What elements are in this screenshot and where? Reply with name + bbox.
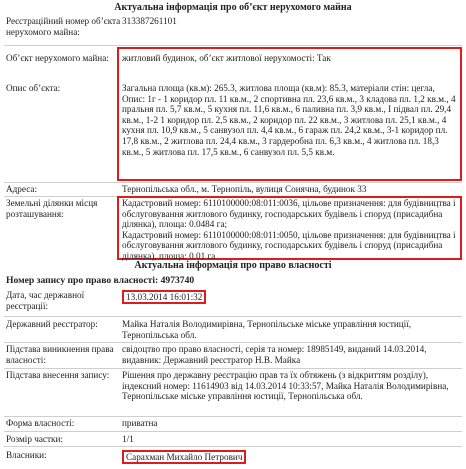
separator [4, 342, 462, 343]
label-reg-num: Реєстраційний номер об’єкта нерухомого майна: [6, 16, 121, 37]
value-basis-entry: Рішення про державну реєстрацію прав та їх обтяжень (з відкриттям розділу), індексний номер: 11614903 від 14.03.2014 10:33:57, Майка Наталія Володимирівна, Тернопільське міське управління юстиції, Тернопільська обл. [122, 370, 449, 402]
row-reg-num [0, 16, 466, 37]
land-plot-2: Кадастровий номер: 6110100000:08:011:0050, цільове призначення: для будівництва і обслуговування житлового будинку, господарських будівель і споруд (присадибна ділянка), площа: 0.01 га [122, 229, 456, 261]
record-number [0, 275, 466, 287]
label-land: Земельні ділянки місця розташування: [6, 198, 98, 219]
label-address: Адреса: [6, 184, 38, 194]
separator [4, 45, 462, 46]
label-form: Форма власності: [6, 418, 75, 428]
value-registrar: Майка Наталія Володимирівна, Тернопільське міське управління юстиції, Тернопільська обл. [122, 319, 412, 340]
record-number-value: 4973740 [160, 275, 195, 286]
separator [4, 316, 462, 317]
row-owners [0, 450, 466, 464]
value-owners-wrap [122, 450, 466, 464]
label-owners: Власники: [6, 450, 47, 460]
row-date [0, 290, 466, 311]
value-share: 1/1 [122, 434, 134, 444]
separator [4, 368, 462, 369]
label-date: Дата, час державної реєстрації: [6, 290, 85, 311]
section-title-property: Актуальна інформація про об’єкт нерухомого майна [114, 2, 352, 13]
row-land [0, 198, 466, 262]
row-form [0, 418, 466, 429]
separator [4, 182, 462, 183]
label-share: Розмір частки: [6, 434, 63, 444]
separator [4, 446, 462, 447]
value-form: приватна [122, 418, 158, 428]
value-reg-num: 313387261101 [122, 16, 177, 26]
record-number-label: Номер запису про право власності: [6, 275, 159, 286]
label-basis-right: Підстава виникнення права власності: [6, 344, 114, 365]
row-registrar [0, 319, 466, 340]
value-type: житловий будинок, об’єкт житлової нерухомості: Так [122, 53, 331, 63]
section-title-ownership: Актуальна інформація про право власності [134, 260, 332, 271]
label-description: Опис об’єкта: [6, 83, 61, 93]
value-basis-right: свідоцтво про право власності, серія та номер: 18985149, виданий 14.03.2014, видавник: Державний реєстратор Н.В. Майка [122, 344, 427, 365]
value-owners: Сарахман Михайло Петрович [122, 450, 246, 464]
row-description [0, 83, 466, 157]
value-description: Загальна площа (кв.м): 265.3, житлова площа (кв.м): 85.3, матеріали стін: цегла, Опис: 1г - 1 коридор пл. 11 кв.м., 2 спортивна пл. 23,6 кв.м., 3 кладова пл. 1,2 кв.м., 4 пральня пл. 5,7 кв.м., 5 кухня пл. 11,6 кв.м., 6 паливна пл. 3,9 кв.м., І підвал пл. 29,4 кв.м., 1-2 1 коридор пл. 2,5 кв.м., 2 коридор пл. 22 кв.м., 3 житлова пл. 25,1 кв.м., 4 кухня пл. 10,9 кв.м., 5 санвузол пл. 4,4 кв.м., 6 гараж пл. 24,2 кв.м., 3-1 коридор пл. 17,8 кв.м., 2 житлова пл. 24,4 кв.м., 3 гардеробна пл. 6,3 кв.м., 4 житлова пл. 18,3 кв.м., 5 житлова пл. 17,5 кв.м., 6 санвузол пл. 5,5 кв.м. [122, 83, 456, 157]
value-date: 13.03.2014 16:01:32 [122, 290, 206, 304]
row-share [0, 434, 466, 445]
row-basis-right [0, 344, 466, 365]
row-address [0, 184, 466, 195]
value-date-wrap [122, 290, 466, 304]
row-basis-entry [0, 370, 466, 402]
label-basis-entry: Підстава внесення запису: [6, 370, 110, 380]
value-address: Тернопільська обл., м. Тернопіль, вулиця Сонячна, будинок 33 [122, 184, 367, 194]
land-plot-1: Кадастровий номер: 6110100000:08:011:0036, цільове призначення: для будівництва і обслуговування житлового будинку, господарських будівель і споруд (присадибна ділянка), площа: 0.0484 га; [122, 198, 456, 230]
label-registrar: Державний реєстратор: [6, 319, 98, 329]
value-land [122, 198, 460, 262]
separator [4, 416, 462, 417]
label-type: Об’єкт нерухомого майна: [6, 53, 109, 63]
separator [4, 431, 462, 432]
row-type [0, 53, 466, 64]
